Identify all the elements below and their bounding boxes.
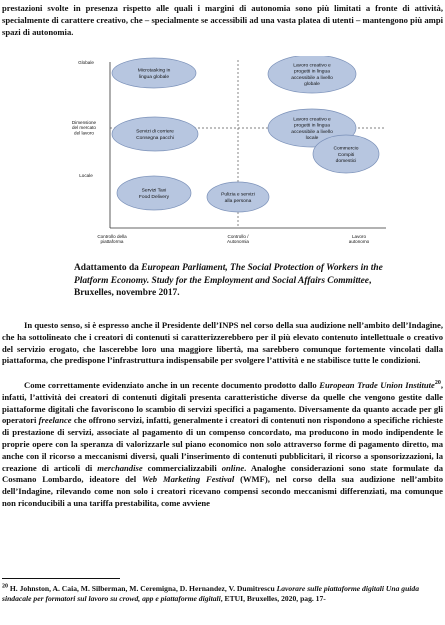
intro-paragraph: prestazioni svolte in presenza rispetto alle quali i margini di autonomia sono più limitati a fronte di attività, specialmente di carattere creativo, che – specialmente se accessibili ad una vasta platea di utenti – mantengono più ampi spazi di autonomia.	[2, 3, 443, 37]
paragraph-etui	[2, 380, 443, 510]
ellipse-label-commerce: Commercio Compiti domestici	[333, 146, 359, 164]
p2-text-2: , infatti, l’attività dei creatori di contenuti digitali presenta caratteristiche diverse da quelle che vengono gestite dalle piattaforme digitali che favoriscono lo scambio di servizi specifici a pagamento. Diversamente da quanto accade per gli operatori	[2, 380, 444, 426]
footnote-number: 20	[2, 583, 8, 590]
ellipse-label-microtasking: Microtasking in lingua globale	[137, 68, 171, 80]
y-label-bottom: Locale	[79, 173, 93, 178]
x-label-middle: Controllo / Autonomia	[227, 234, 249, 245]
y-label-middle: Dimensione del mercato del lavoro	[71, 120, 97, 136]
y-label-top: Globale	[78, 60, 94, 65]
footnote-title: Lavorare sulle piattaforme digitali Una guida sindacale per formatori sul lavoro su crowd, app e piattaforme digitali	[2, 584, 419, 603]
x-label-left: Controllo della piattaforma	[97, 234, 127, 245]
x-label-right: Lavoro autonomo	[348, 234, 370, 245]
footnote-text-1: H. Johnston, A. Caia, M. Silberman, M. Ceremigna, D. Hernandez, V. Dumitrescu	[8, 584, 277, 593]
ellipse-label-courier: Servizi di corriere Consegna pacchi	[136, 129, 174, 141]
figure-caption	[74, 262, 384, 300]
figure-svg	[62, 56, 390, 256]
p2-merchandise: merchandise	[97, 462, 143, 473]
caption-title: European Parliament, The Social Protection of Workers in the Platform Economy. Study for the Employment and Social Affairs Committee	[74, 263, 383, 286]
p2-wmf: Web Marketing Festival	[141, 474, 235, 485]
caption-prefix: Adattamento da	[74, 263, 142, 273]
p2-freelance: freelance	[38, 415, 72, 426]
footnote-separator	[2, 578, 120, 579]
ellipse-label-creative-local: Lavoro creativo e progetti in lingua accessibile a livello locale	[291, 117, 333, 142]
p2-text-4: commercializzabili	[142, 462, 222, 473]
ellipses-group	[112, 56, 379, 212]
platform-work-figure	[62, 56, 390, 256]
footnote	[2, 584, 443, 604]
footnote-ref: 20	[434, 380, 441, 387]
footnote-text-2: , ETUI, Bruxelles, 2020, pag. 17-	[220, 594, 326, 603]
p2-text-5: . Analoghe considerazioni sono state formulate da Cosmano Lombardo, ideatore del	[2, 462, 443, 485]
p2-online: online	[221, 462, 245, 473]
ellipse-label-cleaning: Pulizia e servizi alla persona	[221, 192, 255, 204]
caption-suffix: , Bruxelles, novembre 2017.	[74, 275, 372, 299]
p2-text-3: che offrono servizi, infatti, generalmente i creatori di contenuti non rispondono a specifiche richieste di prestazione di servizi, associate al pagamento di un compenso concordato, ma producono in modo indipendente le proprie opere con la speranza di valorizzarle sul piano economico non solo attraverso forme di pagamento diretto, ma anche con il ricorso a meccanismi diversi, quali l’inserimento di contenuti pubblicitari, il ricorso a sponsorizzazioni, la creazione di articoli di	[2, 415, 443, 473]
p2-text-1: Come correttamente evidenziato anche in un recente documento prodotto dallo	[24, 380, 320, 390]
p2-text-6: (WMF), nel corso della sua audizione nell’ambito dell’Indagine, rilevando come non solo i creatori ricevano compensi secondo meccanismi differenziati, ma comunque non riconducibili a una tariffa prestabilita, come avviene	[2, 474, 443, 508]
paragraph-inps: In questo senso, si è espresso anche il Presidente dell’INPS nel corso della sua audizione nell’ambito dell’Indagine, che ha sottolineato che i creatori di contenuti si caratterizzerebbero per il più elevato contenuto intellettuale o creativo del servizio erogato, che lascerebbe loro una maggiore libertà, ma sarebbero comunque fortemente vincolati dalla piattaforma, che predispone l’infrastruttura indispensabile per svolgere l’attività e ne stabilisce tutte le condizioni.	[2, 320, 443, 366]
p2-etui: European Trade Union Institute	[319, 380, 435, 390]
ellipse-label-taxi-food: Servizi Taxi Food Delivery	[138, 188, 170, 200]
ellipse-label-creative-global: Lavoro creativo e progetti in lingua accessibile a livello globale	[291, 63, 333, 88]
